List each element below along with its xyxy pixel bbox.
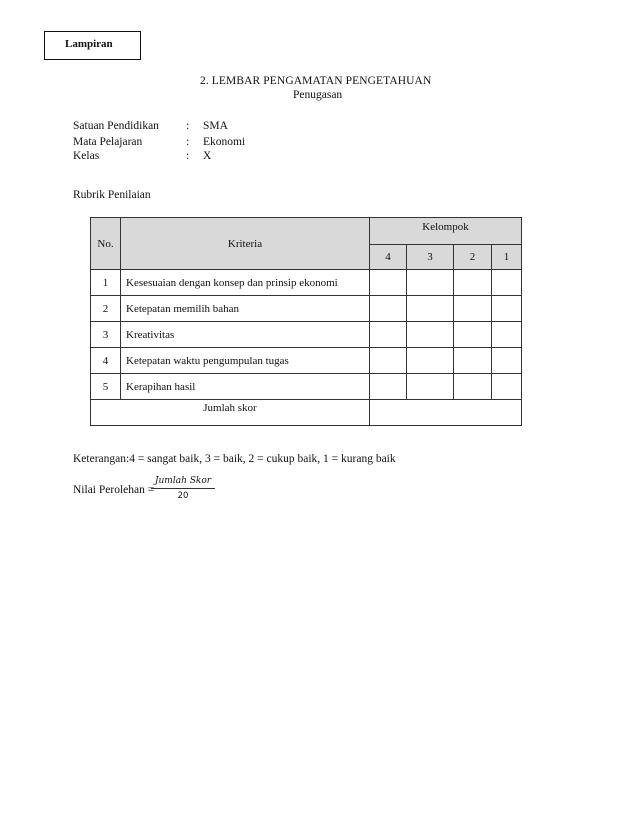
score-cell (370, 348, 407, 374)
row-no: 2 (91, 296, 121, 322)
table-row (91, 348, 522, 374)
meta-value: SMA (203, 120, 228, 132)
score-cell (370, 374, 407, 400)
meta-label: Kelas (73, 150, 100, 162)
meta-label: Satuan Pendidikan (73, 120, 159, 132)
row-kriteria: Ketepatan waktu pengumpulan tugas (121, 348, 370, 374)
formula-numerator: Jumlah Skor (151, 476, 215, 489)
score-cell (454, 270, 492, 296)
header-score-3: 3 (407, 245, 454, 270)
meta-label: Mata Pelajaran (73, 136, 143, 148)
score-cell (492, 348, 522, 374)
row-kriteria: Ketepatan memilih bahan (121, 296, 370, 322)
formula-denominator: 20 (177, 491, 189, 501)
total-value-cell (370, 400, 522, 426)
score-cell (370, 296, 407, 322)
row-no: 1 (91, 270, 121, 296)
total-label: Jumlah skor (91, 400, 370, 426)
score-cell (407, 270, 454, 296)
nilai-formula (151, 476, 215, 501)
header-score-2: 2 (454, 245, 492, 270)
rubric-table (90, 217, 522, 426)
score-cell (407, 348, 454, 374)
score-cell (492, 270, 522, 296)
table-row (91, 296, 522, 322)
keterangan-note: Keterangan:4 = sangat baik, 3 = baik, 2 = cukup baik, 1 = kurang baik (73, 453, 396, 465)
rubrik-heading: Rubrik Penilaian (73, 189, 151, 201)
meta-value: Ekonomi (203, 136, 246, 148)
meta-colon: : (186, 136, 190, 148)
row-no: 5 (91, 374, 121, 400)
lampiran-label: Lampiran (44, 31, 141, 60)
meta-value: X (203, 150, 212, 162)
score-cell (370, 322, 407, 348)
score-cell (407, 322, 454, 348)
page-title: 2. LEMBAR PENGAMATAN PENGETAHUAN (200, 75, 432, 87)
meta-colon: : (186, 150, 190, 162)
score-cell (492, 322, 522, 348)
table-row (91, 322, 522, 348)
meta-colon: : (186, 120, 190, 132)
header-no: No. (91, 218, 121, 270)
score-cell (454, 348, 492, 374)
score-cell (407, 296, 454, 322)
header-score-4: 4 (370, 245, 407, 270)
row-no: 3 (91, 322, 121, 348)
score-cell (454, 296, 492, 322)
score-cell (454, 374, 492, 400)
score-cell (492, 374, 522, 400)
score-cell (370, 270, 407, 296)
header-kelompok: Kelompok (370, 218, 522, 245)
row-kriteria: Kreativitas (121, 322, 370, 348)
row-no: 4 (91, 348, 121, 374)
score-cell (407, 374, 454, 400)
score-cell (454, 322, 492, 348)
row-kriteria: Kesesuaian dengan konsep dan prinsip ekonomi (121, 270, 370, 296)
header-kriteria: Kriteria (121, 218, 370, 270)
header-score-1: 1 (492, 245, 522, 270)
nilai-label: Nilai Perolehan = (73, 484, 155, 496)
table-row (91, 270, 522, 296)
page-subtitle: Penugasan (293, 89, 343, 101)
row-kriteria: Kerapihan hasil (121, 374, 370, 400)
score-cell (492, 296, 522, 322)
total-row (91, 400, 522, 426)
table-row (91, 374, 522, 400)
